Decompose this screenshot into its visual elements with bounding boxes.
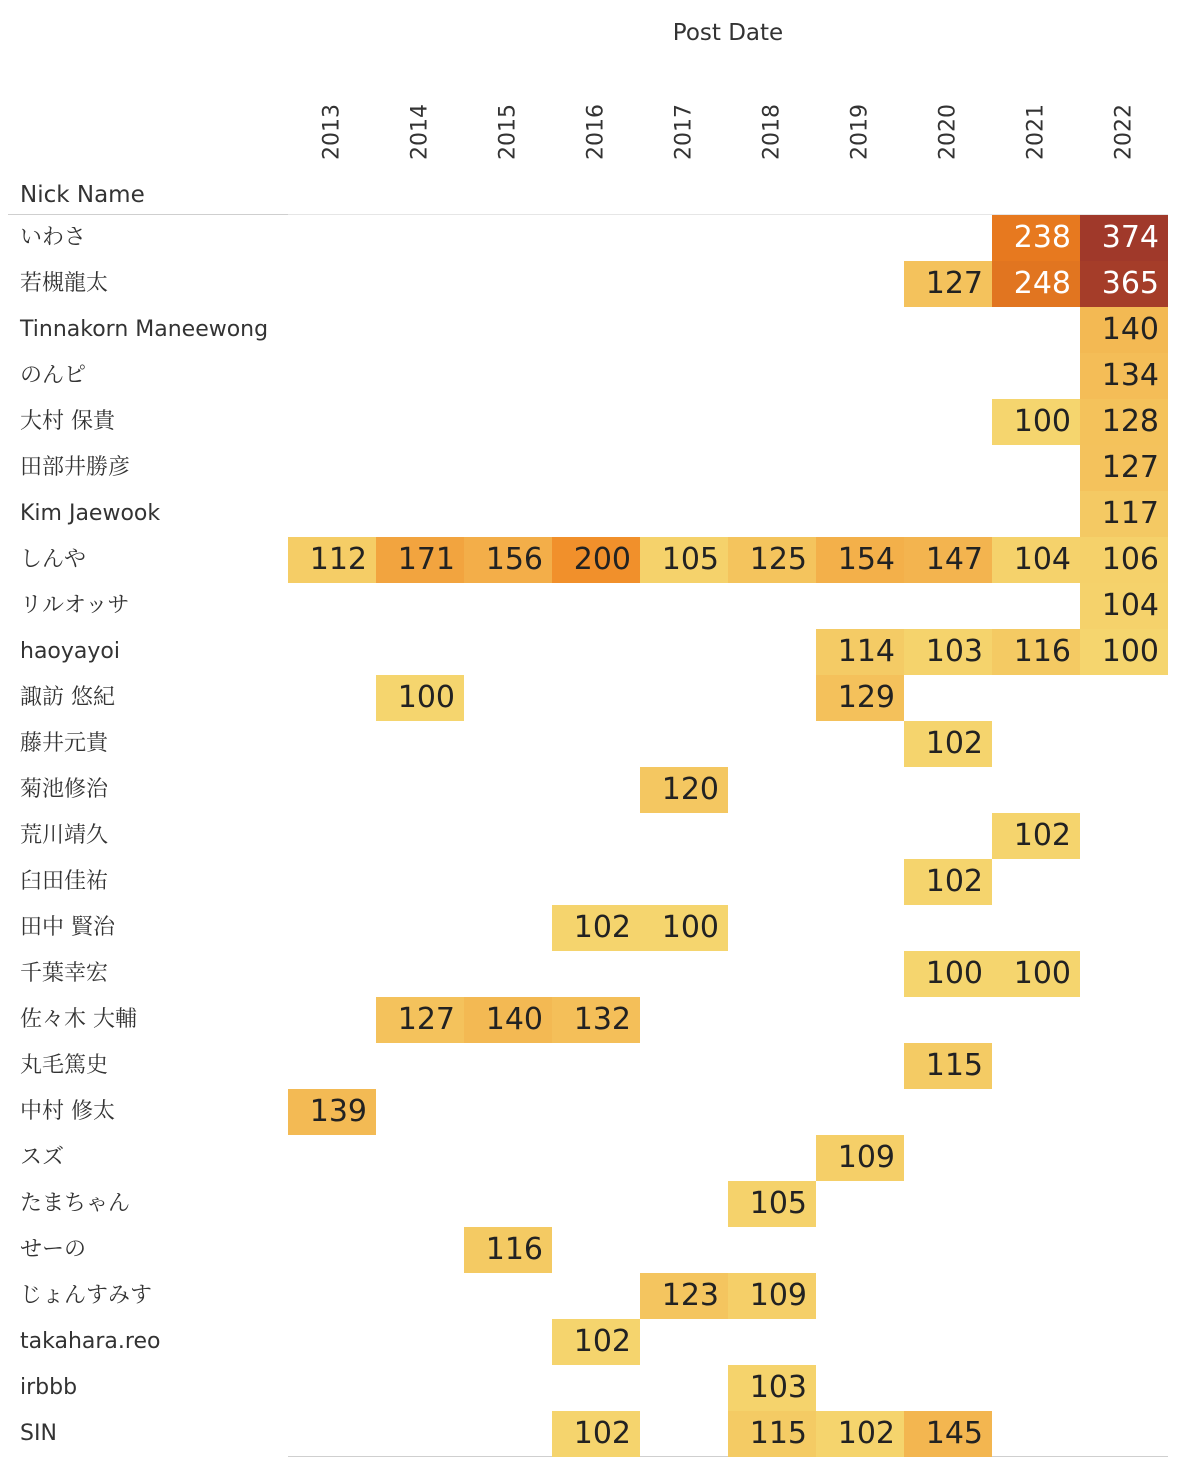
nick-name-label: takahara.reo — [20, 1329, 161, 1354]
heatmap-cell: 115 — [904, 1043, 992, 1089]
heatmap-cell: 102 — [552, 1411, 640, 1457]
heatmap-cell: 109 — [816, 1135, 904, 1181]
nick-name-label: 臼田佳祐 — [20, 869, 109, 894]
heatmap-cell: 105 — [728, 1181, 816, 1227]
heatmap-cell: 104 — [992, 537, 1080, 583]
heatmap-cell: 238 — [992, 215, 1080, 261]
heatmap-cell: 365 — [1080, 261, 1168, 307]
nick-name-label: じょんすみす — [20, 1283, 153, 1308]
heatmap-cell: 127 — [1080, 445, 1168, 491]
nick-name-label: 諏訪 悠紀 — [20, 685, 115, 710]
heatmap-cell: 127 — [904, 261, 992, 307]
year-label-text: 2022 — [1111, 104, 1137, 160]
nick-name-label: いわさ — [20, 225, 87, 250]
year-label-2017 — [640, 100, 728, 164]
nick-name-label: せーの — [20, 1237, 87, 1262]
heatmap-cell: 374 — [1080, 215, 1168, 261]
year-label-text: 2015 — [495, 104, 521, 160]
year-label-2022 — [1080, 100, 1168, 164]
heatmap-cell: 127 — [376, 997, 464, 1043]
year-label-2013 — [288, 100, 376, 164]
year-label-text: 2018 — [759, 104, 785, 160]
heatmap-cell: 125 — [728, 537, 816, 583]
nick-name-label: 菊池修治 — [20, 777, 109, 802]
heatmap-cell: 100 — [904, 951, 992, 997]
year-label-text: 2016 — [583, 104, 609, 160]
column-header-title: Post Date — [672, 20, 784, 46]
heatmap-cell: 116 — [464, 1227, 552, 1273]
nick-name-label: 大村 保貴 — [20, 409, 115, 434]
nick-name-label: しんや — [20, 547, 87, 572]
row-header-title: Nick Name — [20, 182, 145, 208]
heatmap-cell: 156 — [464, 537, 552, 583]
nick-name-label: のんピ — [20, 363, 87, 388]
year-label-text: 2014 — [407, 104, 433, 160]
nick-name-label: irbbb — [20, 1375, 78, 1400]
heatmap-cell: 102 — [552, 1319, 640, 1365]
year-label-2016 — [552, 100, 640, 164]
heatmap-cell: 112 — [288, 537, 376, 583]
heatmap-cell: 100 — [640, 905, 728, 951]
year-label-2020 — [904, 100, 992, 164]
nick-name-label: スズ — [20, 1145, 65, 1170]
heatmap-cell: 100 — [992, 399, 1080, 445]
heatmap-cell: 200 — [552, 537, 640, 583]
heatmap-cell: 102 — [904, 721, 992, 767]
nick-name-label: 荒川靖久 — [20, 823, 109, 848]
nick-name-label: 丸毛篤史 — [20, 1053, 109, 1078]
heatmap-cell: 145 — [904, 1411, 992, 1457]
heatmap-cell: 109 — [728, 1273, 816, 1319]
heatmap-cell: 100 — [992, 951, 1080, 997]
nick-name-label: リルオッサ — [20, 593, 130, 618]
nick-name-label: 田中 賢治 — [20, 915, 115, 940]
heatmap-cell: 104 — [1080, 583, 1168, 629]
nick-name-label: 藤井元貴 — [20, 731, 109, 756]
year-label-text: 2013 — [319, 104, 345, 160]
year-label-text: 2019 — [847, 104, 873, 160]
heatmap-cell: 128 — [1080, 399, 1168, 445]
heatmap-cell: 106 — [1080, 537, 1168, 583]
year-label-text: 2020 — [935, 104, 961, 160]
heatmap-cell: 134 — [1080, 353, 1168, 399]
year-label-2019 — [816, 100, 904, 164]
heatmap-cell: 102 — [992, 813, 1080, 859]
heatmap-cell: 147 — [904, 537, 992, 583]
nick-name-label: Tinnakorn Maneewong — [20, 317, 269, 342]
heatmap-cell: 115 — [728, 1411, 816, 1457]
heatmap-cell: 248 — [992, 261, 1080, 307]
heatmap-cell: 100 — [1080, 629, 1168, 675]
year-label-2015 — [464, 100, 552, 164]
year-label-2018 — [728, 100, 816, 164]
heatmap-cell: 117 — [1080, 491, 1168, 537]
year-label-2014 — [376, 100, 464, 164]
year-label-text: 2017 — [671, 104, 697, 160]
heatmap-cell: 102 — [816, 1411, 904, 1457]
heatmap-cell: 120 — [640, 767, 728, 813]
heatmap-cell: 102 — [552, 905, 640, 951]
nick-name-label: haoyayoi — [20, 639, 120, 664]
heatmap-cell: 139 — [288, 1089, 376, 1135]
year-label-text: 2021 — [1023, 104, 1049, 160]
heatmap-cell: 114 — [816, 629, 904, 675]
heatmap-cell: 103 — [728, 1365, 816, 1411]
nick-name-label: 中村 修太 — [20, 1099, 115, 1124]
heatmap-cell: 100 — [376, 675, 464, 721]
heatmap-cell: 140 — [464, 997, 552, 1043]
nick-name-label: 佐々木 大輔 — [20, 1007, 137, 1032]
heatmap-cell: 140 — [1080, 307, 1168, 353]
nick-name-label: Kim Jaewook — [20, 501, 161, 526]
year-label-2021 — [992, 100, 1080, 164]
heatmap-cell: 129 — [816, 675, 904, 721]
heatmap-cell: 103 — [904, 629, 992, 675]
heatmap-cell: 105 — [640, 537, 728, 583]
heatmap-cell: 132 — [552, 997, 640, 1043]
heatmap-cell: 154 — [816, 537, 904, 583]
nick-name-label: 若槻龍太 — [20, 271, 109, 296]
heatmap-cell: 102 — [904, 859, 992, 905]
nick-name-label: たまちゃん — [20, 1191, 131, 1216]
heatmap-cell: 116 — [992, 629, 1080, 675]
nick-name-label: SIN — [20, 1421, 57, 1446]
heatmap-cell: 171 — [376, 537, 464, 583]
heatmap-cell: 123 — [640, 1273, 728, 1319]
nick-name-label: 田部井勝彦 — [20, 455, 131, 480]
nick-name-label: 千葉幸宏 — [20, 961, 109, 986]
